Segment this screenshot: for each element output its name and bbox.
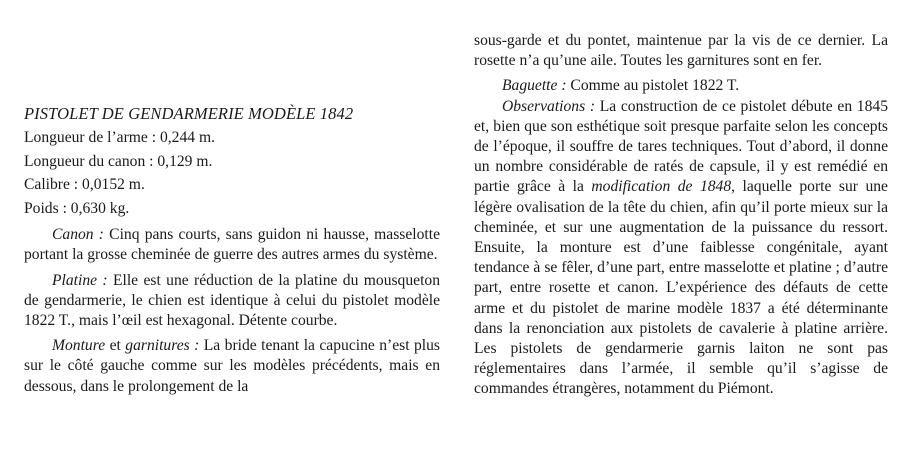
observations-label: Observations :: [502, 97, 596, 115]
platine-text: Elle est une réduction de la platine du mousqueton de gendarmerie, le chien est identique à celui du pistolet modèle 1822 T., mais l’œil est hexagonal. Détente courbe.: [24, 271, 440, 330]
spec-weight: Poids : 0,630 kg.: [24, 199, 130, 217]
monture-label: Monture: [52, 337, 106, 355]
observations-text-2: , laquelle porte sur une légère ovalisation de la tête du chien, afin qu’il porte mieux sur la cheminée, et sur une augmentation de la puissance du ressort. Ensuite, la monture est d’une faiblesse congénitale, ayant tendance à se fêler, d’une part, entre masselotte et platine ; d’autre part, entre rosette et canon. L’expérience des défauts de cette arme et du pistolet de marine modèle 1837 a été déterminante dans la renonciation aux pistolets de cavalerie à platine arrière. Les pistolets de gendarmerie garnis laiton ne sont pas réglementaires dans l’armée, il semble qu’il s’agisse de commandes étrangères, notamment du Piémont.: [474, 178, 888, 398]
canon-label: Canon :: [52, 226, 104, 244]
platine-label: Platine :: [52, 271, 108, 289]
spec-weapon-length: Longueur de l’arme : 0,244 m.: [24, 129, 215, 147]
monture-text: La bride tenant la capucine n’est plus sur le côté gauche comme sur les modèles précédents, mais en dessous, dans le prolongement de la: [24, 337, 440, 395]
baguette-paragraph: [474, 76, 888, 96]
left-column: [24, 104, 440, 397]
canon-text: Cinq pans courts, sans guidon ni hausse, masselotte portant la grosse cheminée de guerre des autres armes du système.: [24, 226, 441, 264]
observations-text-1: La construction de ce pistolet débute en 1845 et, bien que son esthétique soit presque parfaite selon les concepts de l’époque, il souffre de tares techniques. Tout d’abord, il donne un nombre considérable de ratés de capsule, il y est remédié en partie grâce à la: [474, 97, 888, 196]
spec-barrel-length: Longueur du canon : 0,129 m.: [24, 152, 213, 170]
section-title: PISTOLET DE GENDARMERIE MODÈLE 1842: [24, 104, 354, 123]
canon-paragraph: [24, 225, 440, 265]
baguette-label: Baguette :: [502, 77, 567, 95]
baguette-text: Comme au pistolet 1822 T.: [566, 77, 740, 95]
spec-caliber: Calibre : 0,0152 m.: [24, 176, 145, 194]
continuation-paragraph: sous-garde et du pontet, maintenue par la vis de ce dernier. La rosette n’a qu’une aile. Toutes les garnitures sont en fer.: [474, 32, 888, 70]
platine-paragraph: [24, 271, 440, 332]
observations-paragraph: [474, 97, 888, 400]
garnitures-label: garnitures :: [125, 337, 200, 355]
monture-paragraph: [24, 336, 440, 397]
right-column: [474, 31, 888, 400]
modification-label: modification de 1848: [591, 178, 732, 196]
monture-et: et: [105, 337, 126, 355]
